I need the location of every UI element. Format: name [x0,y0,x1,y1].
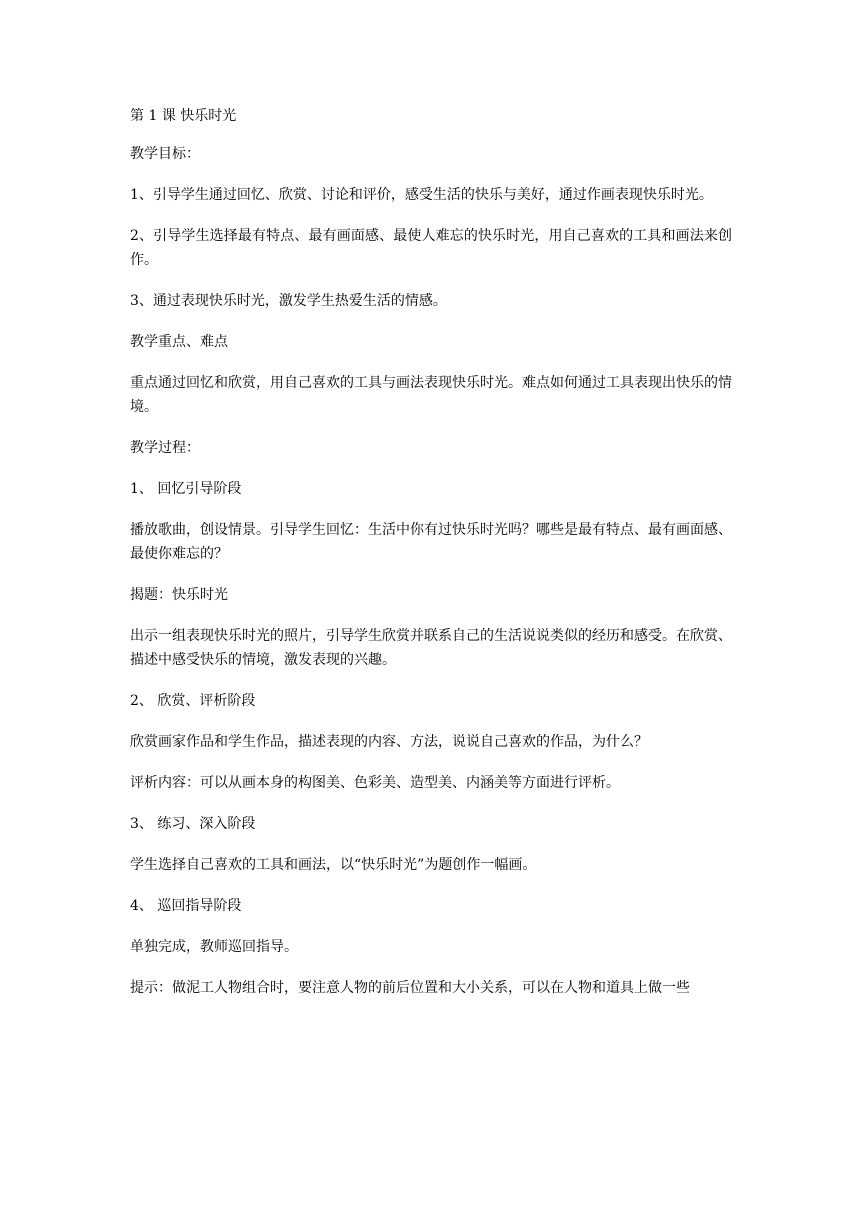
document-page [130,104,732,1000]
step-4-text: 单独完成，教师巡回指导。 [130,939,298,955]
step-3-heading: 3、 练习、深入阶段 [130,816,256,832]
heading-teaching-process: 教学过程： [130,440,200,456]
step-3-text: 学生选择自己喜欢的工具和画法，以“快乐时光”为题创作一幅画。 [130,857,537,873]
hint-text: 提示：做泥工人物组合时，要注意人物的前后位置和大小关系，可以在人物和道具上做一些 [130,980,690,996]
heading-key-points: 教学重点、难点 [130,334,228,350]
lesson-title: 第 1 课 快乐时光 [130,108,237,124]
heading-teaching-goals: 教学目标： [130,146,200,162]
goal-item-2: 2、引导学生选择最有特点、最有画面感、最使人难忘的快乐时光，用自己喜欢的工具和画法来创作。 [130,228,732,268]
step-2-text: 欣赏画家作品和学生作品，描述表现的内容、方法，说说自己喜欢的作品，为什么？ [130,734,648,750]
topic-reveal: 揭题：快乐时光 [130,587,228,603]
goal-item-1: 1、引导学生通过回忆、欣赏、讨论和评价，感受生活的快乐与美好，通过作画表现快乐时光。 [130,187,713,203]
key-points-text: 重点通过回忆和欣赏，用自己喜欢的工具与画法表现快乐时光。难点如何通过工具表现出快乐的情境。 [130,375,732,415]
step-1-heading: 1、 回忆引导阶段 [130,481,242,497]
step-2-heading: 2、 欣赏、评析阶段 [130,693,256,709]
evaluation-content: 评析内容：可以从画本身的构图美、色彩美、造型美、内涵美等方面进行评析。 [130,775,620,791]
step-1-text: 播放歌曲，创设情景。引导学生回忆：生活中你有过快乐时光吗？哪些是最有特点、最有画面感、最使你难忘的？ [130,522,732,562]
goal-item-3: 3、通过表现快乐时光，激发学生热爱生活的情感。 [130,293,447,309]
step-4-heading: 4、 巡回指导阶段 [130,898,242,914]
photo-appreciation-text: 出示一组表现快乐时光的照片，引导学生欣赏并联系自己的生活说说类似的经历和感受。在欣赏、描述中感受快乐的情境，激发表现的兴趣。 [130,628,732,668]
